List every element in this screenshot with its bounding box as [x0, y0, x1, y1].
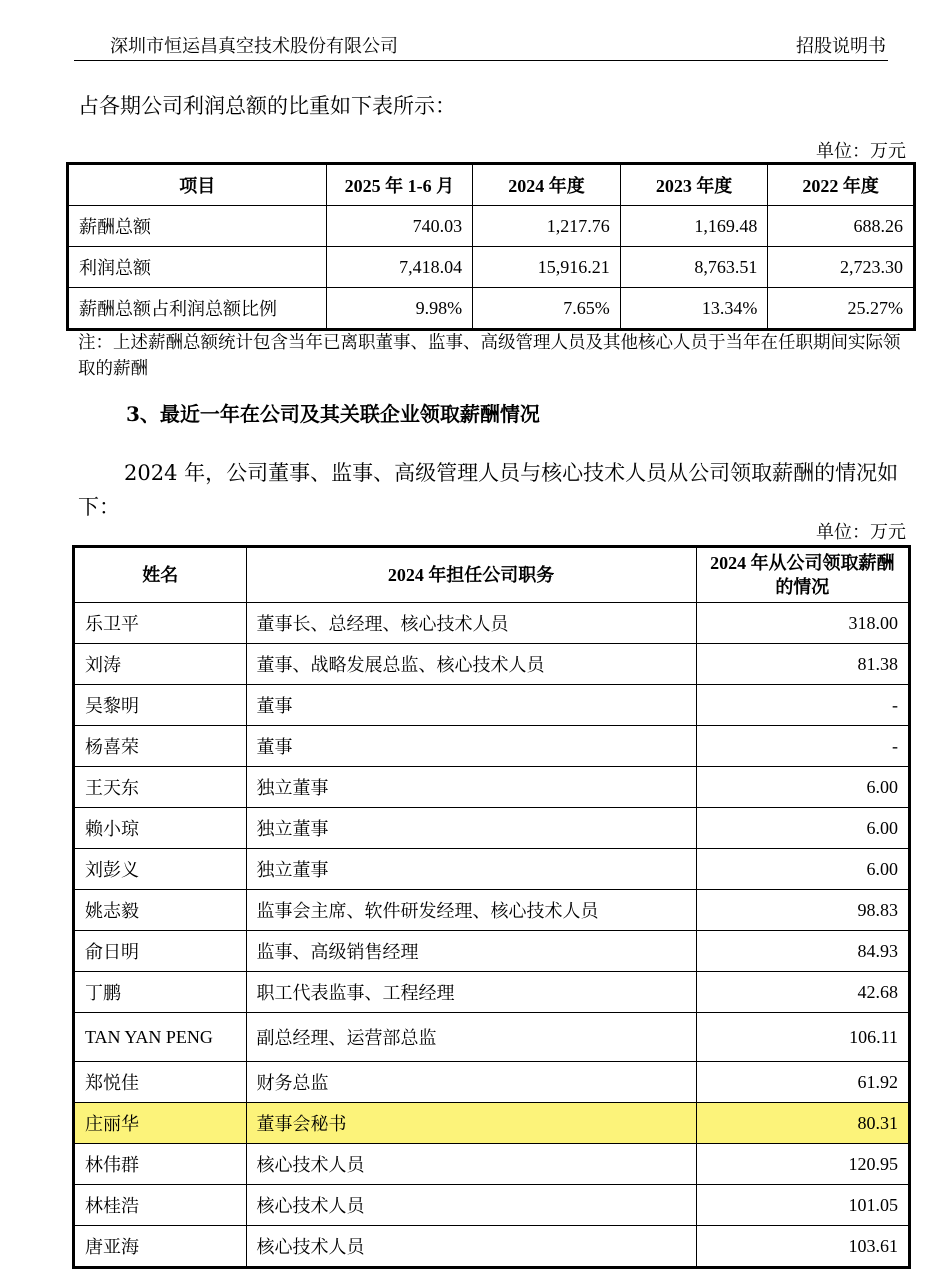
cell-value: 688.26	[768, 206, 915, 247]
table-row	[74, 808, 910, 849]
salary-value: 6.00	[696, 767, 909, 808]
page-header	[74, 26, 888, 61]
person-position: 监事、高级销售经理	[246, 931, 696, 972]
column-header: 2022 年度	[768, 164, 915, 206]
person-position: 独立董事	[246, 808, 696, 849]
salary-value: 6.00	[696, 808, 909, 849]
person-name: 刘彭义	[74, 849, 247, 890]
column-header: 2024 年度	[473, 164, 621, 206]
table-note: 注：上述薪酬总额统计包含当年已离职董事、监事、高级管理人员及其他核心人员于当年在任职期间实际领取的薪酬	[78, 333, 901, 379]
person-position: 核心技术人员	[246, 1226, 696, 1268]
person-position: 副总经理、运营部总监	[246, 1013, 696, 1062]
unit-label-2: 单位：万元	[816, 522, 906, 543]
salary-value: 6.00	[696, 849, 909, 890]
table-row	[74, 1226, 910, 1268]
person-name: 乐卫平	[74, 603, 247, 644]
person-position: 职工代表监事、工程经理	[246, 972, 696, 1013]
table-row	[74, 1144, 910, 1185]
person-name: TAN YAN PENG	[74, 1013, 247, 1062]
salary-ratio-table	[66, 162, 916, 331]
table-header-row	[74, 547, 910, 603]
cell-value: 740.03	[326, 206, 473, 247]
person-position: 董事、战略发展总监、核心技术人员	[246, 644, 696, 685]
person-position: 董事长、总经理、核心技术人员	[246, 603, 696, 644]
person-position: 董事	[246, 726, 696, 767]
salary-value: 98.83	[696, 890, 909, 931]
table-row	[74, 1185, 910, 1226]
intro-text: 占各期公司利润总额的比重如下表所示：	[78, 94, 456, 118]
column-header: 2025 年 1-6 月	[326, 164, 473, 206]
cell-value: 7.65%	[473, 288, 621, 330]
cell-value: 15,916.21	[473, 247, 621, 288]
salary-value: 101.05	[696, 1185, 909, 1226]
person-position: 核心技术人员	[246, 1144, 696, 1185]
table-row	[74, 931, 910, 972]
section-heading: 3、最近一年在公司及其关联企业领取薪酬情况	[126, 402, 540, 426]
cell-value: 13.34%	[620, 288, 768, 330]
cell-value: 8,763.51	[620, 247, 768, 288]
cell-value: 2,723.30	[768, 247, 915, 288]
table-row	[74, 1013, 910, 1062]
salary-value: 84.93	[696, 931, 909, 972]
person-name: 林伟群	[74, 1144, 247, 1185]
table-row	[74, 849, 910, 890]
person-name: 姚志毅	[74, 890, 247, 931]
salary-value: 120.95	[696, 1144, 909, 1185]
unit-label: 单位：万元	[816, 141, 906, 162]
person-name: 郑悦佳	[74, 1062, 247, 1103]
person-name: 赖小琼	[74, 808, 247, 849]
table-row	[74, 767, 910, 808]
cell-value: 7,418.04	[326, 247, 473, 288]
table-row	[68, 288, 915, 330]
person-position: 监事会主席、软件研发经理、核心技术人员	[246, 890, 696, 931]
salary-value: 80.31	[696, 1103, 909, 1144]
column-header: 姓名	[74, 547, 247, 603]
company-name: 深圳市恒运昌真空技术股份有限公司	[110, 36, 398, 57]
salary-value: -	[696, 685, 909, 726]
person-name: 庄丽华	[74, 1103, 247, 1144]
person-position: 董事	[246, 685, 696, 726]
person-name: 林桂浩	[74, 1185, 247, 1226]
table-row	[74, 685, 910, 726]
cell-value: 1,217.76	[473, 206, 621, 247]
cell-value: 9.98%	[326, 288, 473, 330]
salary-value: -	[696, 726, 909, 767]
person-position: 独立董事	[246, 767, 696, 808]
row-label: 薪酬总额占利润总额比例	[68, 288, 327, 330]
column-header: 2023 年度	[620, 164, 768, 206]
person-position: 董事会秘书	[246, 1103, 696, 1144]
column-header: 2024 年担任公司职务	[246, 547, 696, 603]
person-name: 俞日明	[74, 931, 247, 972]
table-row	[74, 603, 910, 644]
cell-value: 25.27%	[768, 288, 915, 330]
highlighted-table-row	[74, 1103, 910, 1144]
table-row	[74, 644, 910, 685]
table-row	[74, 726, 910, 767]
salary-value: 318.00	[696, 603, 909, 644]
section-paragraph: 2024 年，公司董事、监事、高级管理人员与核心技术人员从公司领取薪酬的情况如下：	[78, 461, 899, 519]
salary-value: 61.92	[696, 1062, 909, 1103]
person-position: 独立董事	[246, 849, 696, 890]
salary-value: 106.11	[696, 1013, 909, 1062]
person-name: 王天东	[74, 767, 247, 808]
cell-value: 1,169.48	[620, 206, 768, 247]
column-header: 2024 年从公司领取薪酬的情况	[696, 547, 909, 603]
salary-value: 81.38	[696, 644, 909, 685]
person-name: 刘涛	[74, 644, 247, 685]
table-row	[74, 972, 910, 1013]
table-row	[68, 206, 915, 247]
table-header-row	[68, 164, 915, 206]
table-row	[74, 890, 910, 931]
person-name: 丁鹏	[74, 972, 247, 1013]
document-type: 招股说明书	[796, 36, 886, 57]
person-name: 吴黎明	[74, 685, 247, 726]
row-label: 利润总额	[68, 247, 327, 288]
table-row	[68, 247, 915, 288]
person-name: 杨喜荣	[74, 726, 247, 767]
compensation-table	[72, 545, 911, 1269]
person-name: 唐亚海	[74, 1226, 247, 1268]
column-header: 项目	[68, 164, 327, 206]
person-position: 核心技术人员	[246, 1185, 696, 1226]
table-row	[74, 1062, 910, 1103]
salary-value: 103.61	[696, 1226, 909, 1268]
salary-value: 42.68	[696, 972, 909, 1013]
person-position: 财务总监	[246, 1062, 696, 1103]
row-label: 薪酬总额	[68, 206, 327, 247]
